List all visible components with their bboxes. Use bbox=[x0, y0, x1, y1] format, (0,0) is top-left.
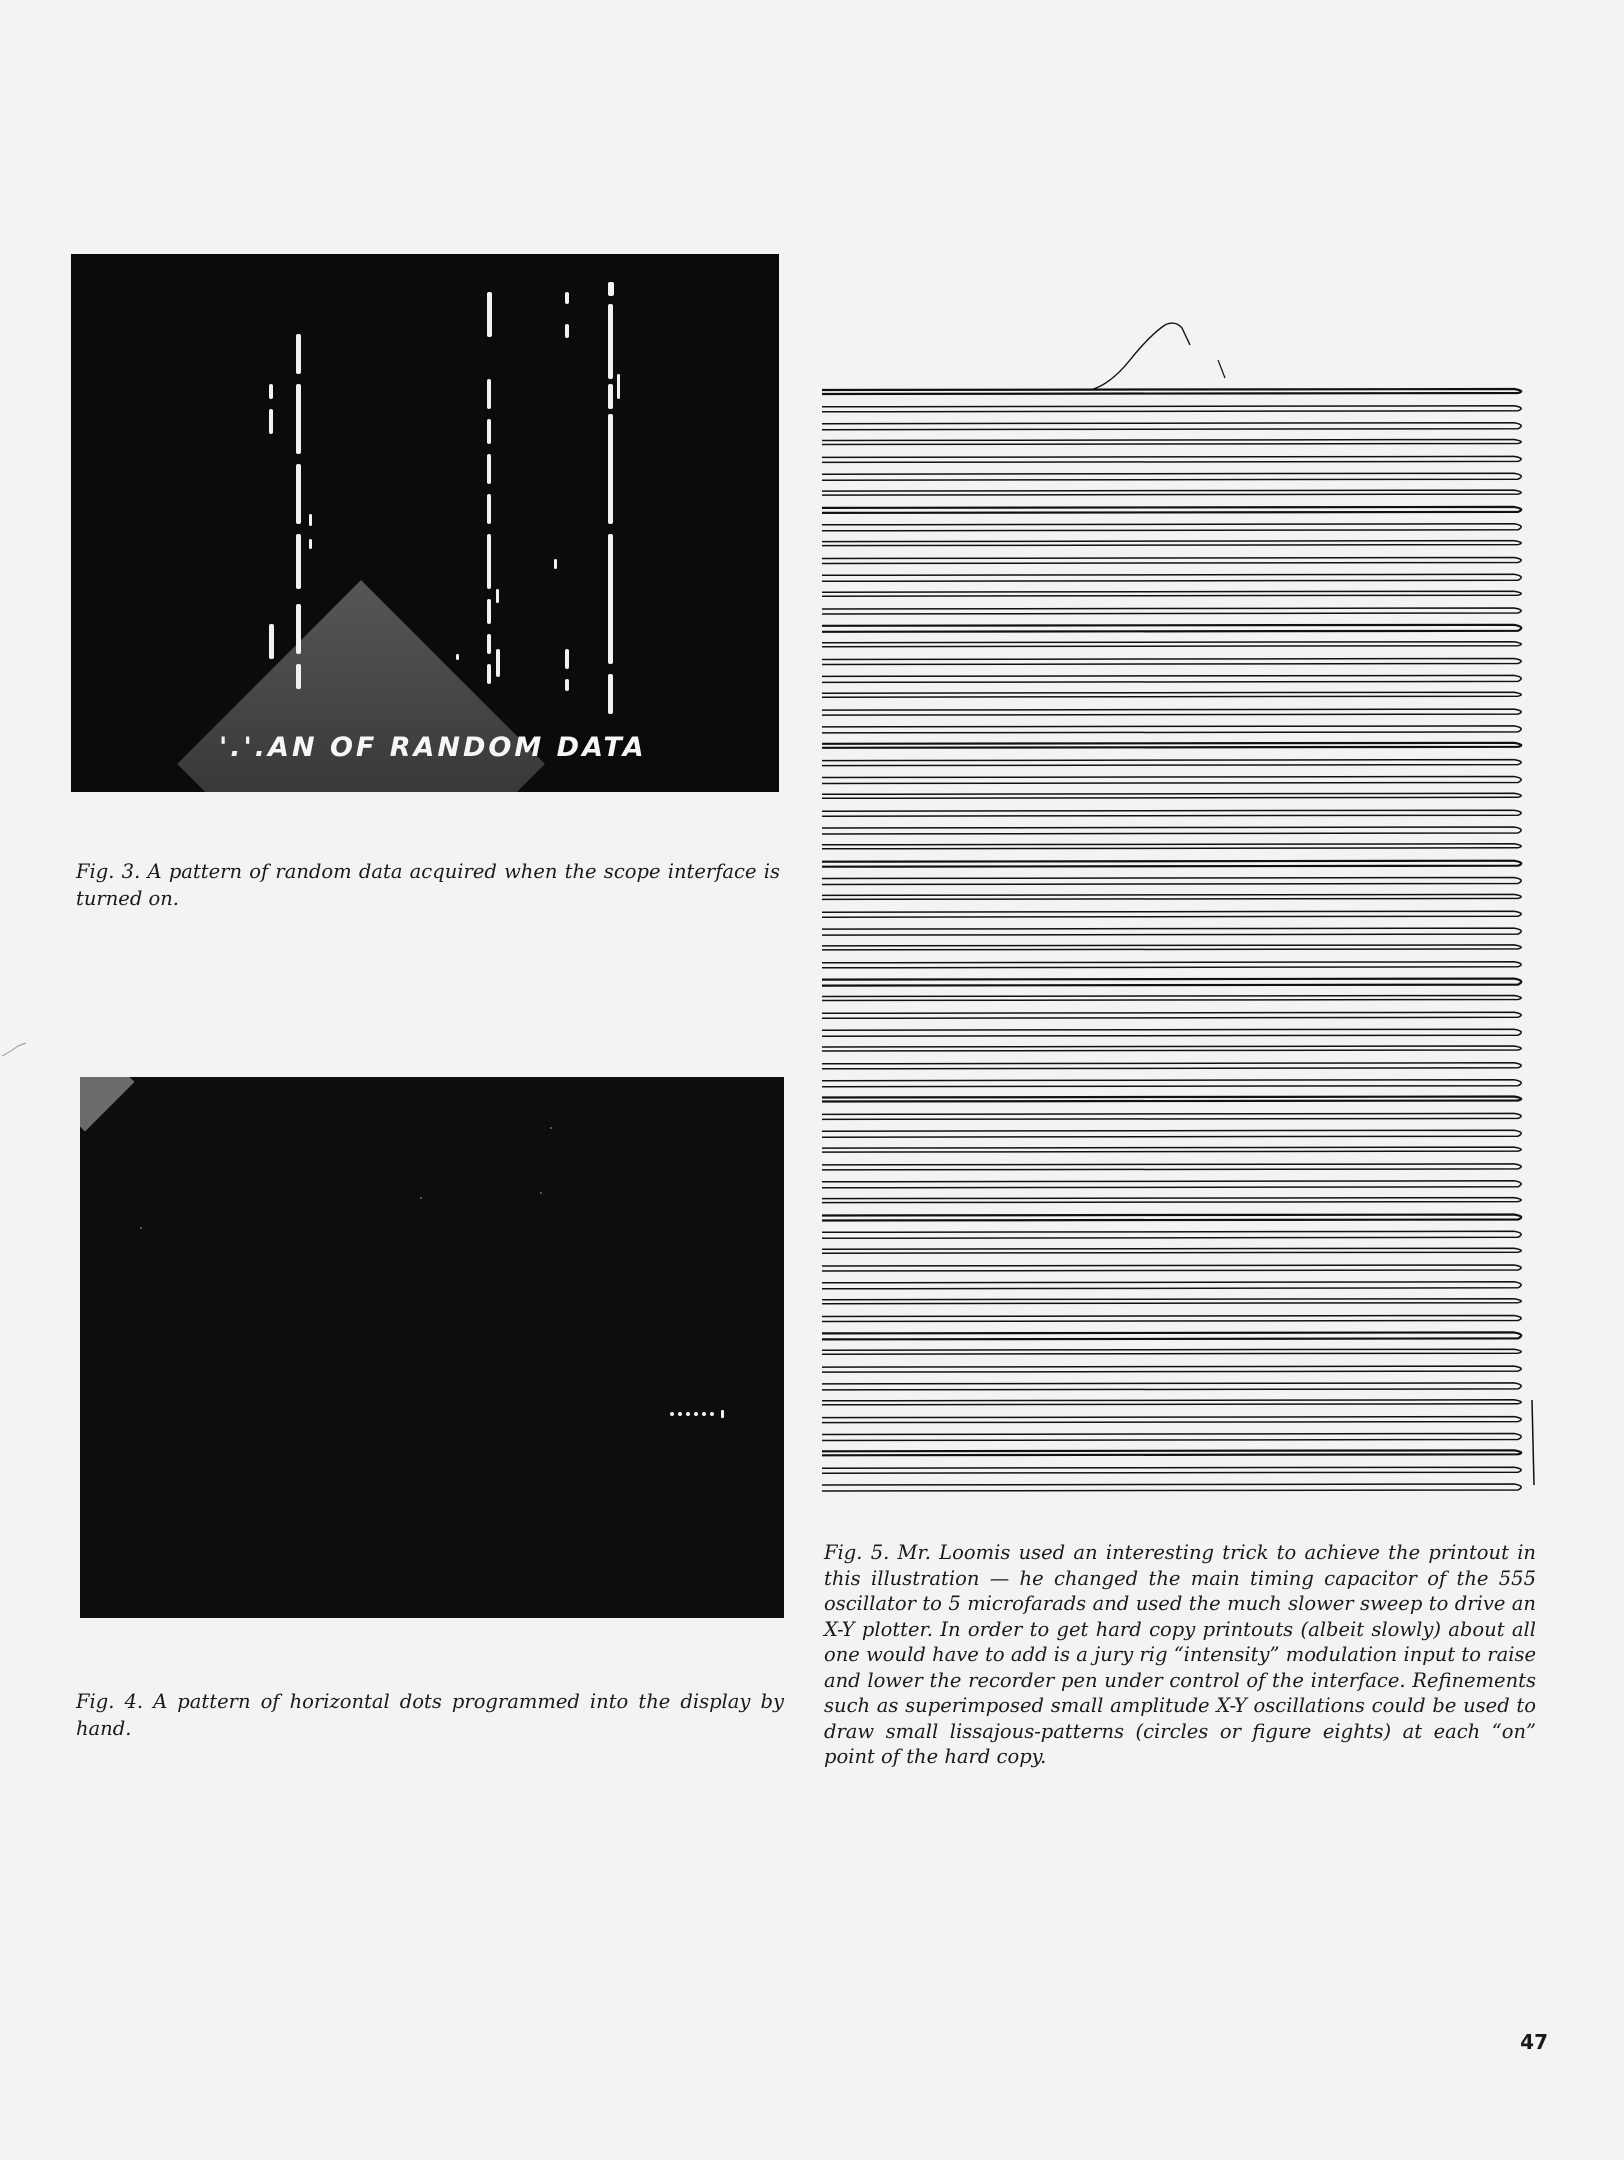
plot-line bbox=[822, 490, 1521, 495]
figure-5-plotter-printout bbox=[820, 290, 1540, 1500]
plot-line bbox=[822, 1248, 1521, 1253]
display-dot bbox=[710, 1412, 714, 1416]
trace-segment bbox=[487, 494, 491, 524]
plot-line bbox=[822, 709, 1521, 715]
trace-segment bbox=[296, 534, 301, 589]
plot-line bbox=[822, 591, 1521, 596]
photo-corner-shade bbox=[80, 1077, 134, 1131]
trace-segment bbox=[487, 454, 491, 484]
plot-line bbox=[822, 1316, 1521, 1322]
figure-3-scope-photo bbox=[71, 254, 779, 792]
plot-line bbox=[822, 1383, 1521, 1390]
trace-segment bbox=[296, 464, 301, 524]
photo-speck bbox=[550, 1127, 552, 1129]
trace-segment bbox=[608, 384, 613, 409]
trace-segment bbox=[269, 409, 273, 434]
plot-line bbox=[822, 1029, 1521, 1036]
plot-line bbox=[822, 456, 1521, 462]
plot-line bbox=[822, 1080, 1521, 1087]
plot-line bbox=[822, 861, 1521, 867]
plot-line bbox=[822, 1265, 1521, 1271]
plot-line bbox=[822, 945, 1521, 950]
plot-line bbox=[822, 1467, 1521, 1473]
plot-line bbox=[822, 1299, 1521, 1304]
plot-line bbox=[822, 1012, 1521, 1018]
plot-line bbox=[822, 659, 1521, 665]
display-dot bbox=[686, 1412, 690, 1416]
plot-line bbox=[822, 793, 1521, 798]
trace-segment bbox=[617, 374, 620, 399]
plot-line bbox=[822, 777, 1521, 784]
display-dot bbox=[670, 1412, 674, 1416]
trace-segment bbox=[487, 419, 491, 444]
plot-line bbox=[822, 1198, 1521, 1203]
trace-segment bbox=[309, 514, 312, 526]
plot-bump bbox=[1090, 323, 1190, 390]
plot-line bbox=[822, 389, 1521, 394]
plot-line bbox=[822, 406, 1521, 412]
display-dot bbox=[721, 1410, 724, 1418]
figure-4-caption: Fig. 4. A pattern of horizontal dots programmed into the display by hand. bbox=[76, 1690, 784, 1740]
plot-line bbox=[822, 524, 1521, 531]
trace-segment bbox=[487, 379, 491, 409]
plot-line bbox=[822, 726, 1521, 733]
scope-screen-text: '.'.AN OF RANDOM DATA bbox=[219, 732, 647, 763]
plot-line bbox=[822, 1130, 1521, 1137]
trace-segment bbox=[608, 304, 613, 379]
display-dot bbox=[702, 1412, 706, 1416]
trace-segment bbox=[565, 292, 569, 304]
plot-line bbox=[822, 1484, 1521, 1491]
plot-tick bbox=[1218, 360, 1225, 378]
plot-line bbox=[822, 827, 1521, 834]
plot-line bbox=[822, 1282, 1521, 1289]
trace-segment bbox=[487, 634, 491, 654]
figure-5-caption: Fig. 5. Mr. Loomis used an interesting trick to achieve the printout in this illustration — he changed the main timing capacitor of the 555 oscillator to 5 microfarads and used the much slower sweep to drive an X-Y plotter. In order to get hard copy printouts (albeit slowly) about all one would have to add is a jury rig “intensity” modulation input to raise and lower the recorder pen under control of the interface. Refinements such as superimposed small amplitude X-Y oscillations could be used to draw small lissajous-patterns (circles or figure eights) at each “on” point of the hard copy. bbox=[824, 1541, 1536, 1768]
plot-line bbox=[822, 574, 1521, 581]
plot-line bbox=[822, 1450, 1521, 1455]
trace-segment bbox=[565, 679, 569, 691]
plot-line bbox=[822, 541, 1521, 546]
plot-line bbox=[822, 558, 1521, 564]
plot-line bbox=[822, 1231, 1521, 1238]
trace-segment bbox=[296, 664, 301, 689]
plot-line bbox=[822, 1097, 1521, 1102]
plot-line bbox=[822, 625, 1521, 632]
plot-line bbox=[822, 440, 1521, 445]
trace-segment bbox=[269, 624, 274, 659]
trace-segment bbox=[487, 599, 491, 624]
plot-line bbox=[822, 1434, 1521, 1441]
plot-line bbox=[822, 911, 1521, 917]
plot-edge bbox=[1532, 1400, 1534, 1485]
trace-segment bbox=[608, 282, 614, 296]
margin-mark bbox=[0, 1040, 30, 1060]
trace-segment bbox=[456, 654, 459, 660]
trace-segment bbox=[487, 292, 492, 337]
plot-line bbox=[822, 996, 1521, 1001]
plot-line bbox=[822, 473, 1521, 480]
photo-speck bbox=[140, 1227, 142, 1229]
plotter-lines bbox=[820, 290, 1540, 1500]
trace-segment bbox=[496, 649, 500, 677]
trace-segment bbox=[296, 384, 301, 454]
trace-segment bbox=[608, 414, 613, 524]
trace-segment bbox=[608, 674, 613, 714]
plot-line bbox=[822, 760, 1521, 766]
trace-segment bbox=[296, 334, 301, 374]
trace-segment bbox=[269, 384, 273, 399]
plot-line bbox=[822, 928, 1521, 935]
trace-segment bbox=[565, 649, 569, 669]
plot-line bbox=[822, 1164, 1521, 1170]
plot-line bbox=[822, 878, 1521, 885]
trace-segment bbox=[309, 539, 312, 549]
figure-4-scope-photo bbox=[80, 1077, 784, 1618]
trace-segment bbox=[296, 604, 301, 654]
plot-line bbox=[822, 675, 1521, 682]
trace-segment bbox=[608, 534, 613, 664]
plot-line bbox=[822, 1400, 1521, 1405]
trace-segment bbox=[487, 664, 491, 684]
plot-line bbox=[822, 1332, 1521, 1339]
plot-line bbox=[822, 979, 1521, 986]
plot-line bbox=[822, 642, 1521, 647]
photo-speck bbox=[420, 1197, 422, 1199]
photo-speck bbox=[540, 1192, 542, 1194]
plot-line bbox=[822, 1063, 1521, 1069]
plot-line bbox=[822, 1215, 1521, 1221]
plot-line bbox=[822, 608, 1521, 614]
plot-line bbox=[822, 1113, 1521, 1119]
plot-line bbox=[822, 1417, 1521, 1423]
trace-segment bbox=[565, 324, 569, 338]
plot-line bbox=[822, 1181, 1521, 1188]
plot-line bbox=[822, 1147, 1521, 1152]
plot-line bbox=[822, 743, 1521, 748]
figure-3-caption: Fig. 3. A pattern of random data acquired when the scope interface is turned on. bbox=[76, 860, 780, 910]
trace-segment bbox=[554, 559, 557, 569]
plot-line bbox=[822, 692, 1521, 697]
plot-line bbox=[822, 810, 1521, 816]
plot-line bbox=[822, 844, 1521, 849]
display-dot bbox=[694, 1412, 698, 1416]
page-number: 47 bbox=[1520, 2030, 1548, 2054]
plot-line bbox=[822, 962, 1521, 968]
plot-line bbox=[822, 1046, 1521, 1051]
plot-line bbox=[822, 894, 1521, 899]
plot-line bbox=[822, 1366, 1521, 1372]
display-dot bbox=[678, 1412, 682, 1416]
trace-segment bbox=[487, 534, 491, 589]
plot-line bbox=[822, 1349, 1521, 1354]
plot-line bbox=[822, 423, 1521, 430]
trace-segment bbox=[496, 589, 499, 603]
plot-line bbox=[822, 507, 1521, 513]
